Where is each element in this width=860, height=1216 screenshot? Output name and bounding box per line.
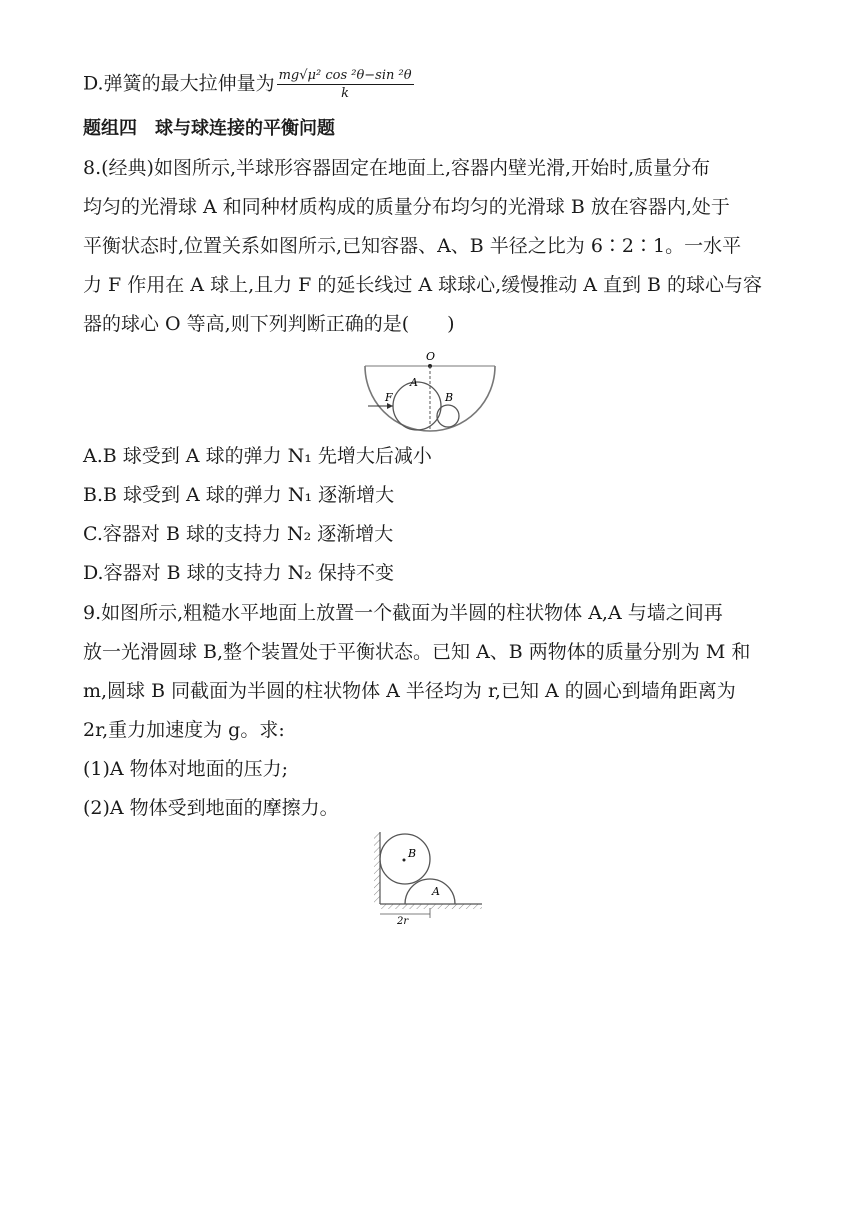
label-a: A <box>410 376 418 389</box>
q9-sub-question-1: (1)A 物体对地面的压力; <box>83 758 289 780</box>
label-b: B <box>445 391 454 404</box>
q8-bowl-figure <box>360 348 500 432</box>
label-a: A <box>432 885 440 898</box>
q9-stem-line: 9.如图所示,粗糙水平地面上放置一个截面为半圆的柱状物体 A,A 与墙之间再 <box>83 602 723 624</box>
section-title: 题组四 球与球连接的平衡问题 <box>83 118 335 139</box>
q8-stem-line: 器的球心 O 等高,则下列判断正确的是( ) <box>83 313 455 335</box>
q9-stem-line: 2r,重力加速度为 g。求: <box>83 719 285 741</box>
q8-stem-line: 均匀的光滑球 A 和同种材质构成的质量分布均匀的光滑球 B 放在容器内,处于 <box>83 196 730 218</box>
q7-fraction-numerator: mg√μ² cos ²θ−sin ²θ <box>278 68 412 83</box>
q7-option-d-fraction <box>277 68 414 101</box>
ground-hatch <box>380 904 482 909</box>
q8-stem-line: 8.(经典)如图所示,半球形容器固定在地面上,容器内壁光滑,开始时,质量分布 <box>83 157 711 179</box>
q8-option-b: B.B 球受到 A 球的弹力 N₁ 逐渐增大 <box>83 484 395 506</box>
q8-stem-line: 力 F 作用在 A 球上,且力 F 的延长线过 A 球球心,缓慢推动 A 直到 B 的球心与容 <box>83 274 763 296</box>
q9-stem-line: m,圆球 B 同截面为半圆的柱状物体 A 半径均为 r,已知 A 的圆心到墙角距离为 <box>83 680 736 702</box>
ball-b-center <box>403 859 406 862</box>
q9-wall-figure <box>370 828 486 924</box>
label-b: B <box>408 847 417 860</box>
label-o: O <box>426 350 436 363</box>
label-f: F <box>385 391 393 404</box>
q9-stem-line: 放一光滑圆球 B,整个装置处于平衡状态。已知 A、B 两物体的质量分别为 M 和 <box>83 641 751 663</box>
q7-option-d <box>83 68 414 101</box>
q8-stem-line: 平衡状态时,位置关系如图所示,已知容器、A、B 半径之比为 6∶2∶1。一水平 <box>83 235 742 257</box>
label-2r: 2r <box>397 916 409 924</box>
q7-option-d-prefix: D.弹簧的最大拉伸量为 <box>83 72 275 95</box>
q9-sub-question-2: (2)A 物体受到地面的摩擦力。 <box>83 797 339 819</box>
q8-option-a: A.B 球受到 A 球的弹力 N₁ 先增大后减小 <box>83 445 432 467</box>
wall-hatch <box>374 832 380 904</box>
ball-a <box>393 382 441 430</box>
q8-option-d: D.容器对 B 球的支持力 N₂ 保持不变 <box>83 562 394 584</box>
q8-option-c: C.容器对 B 球的支持力 N₂ 逐渐增大 <box>83 523 394 545</box>
ball-b <box>437 405 459 427</box>
q7-fraction-denominator: k <box>341 86 350 101</box>
